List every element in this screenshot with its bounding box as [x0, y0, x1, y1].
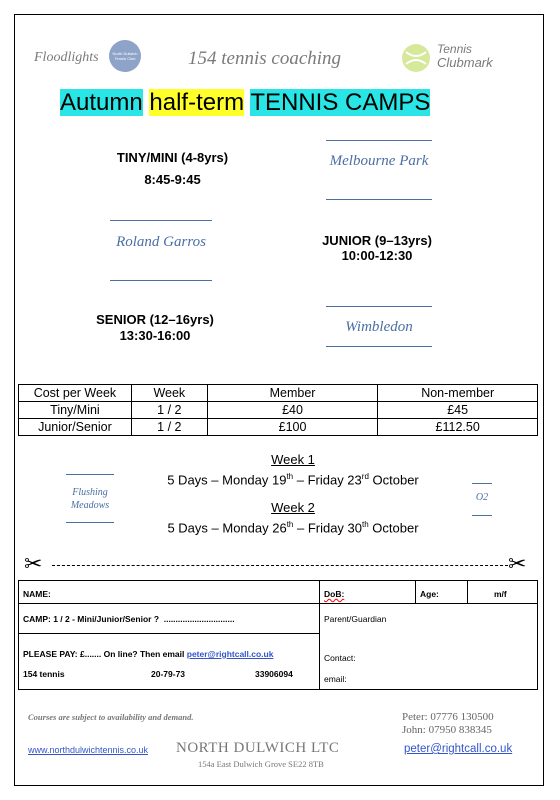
- week1-ordinal-end: rd: [361, 472, 369, 481]
- roland-top-rule: [110, 220, 212, 221]
- phone-john: John: 07950 838345: [402, 724, 492, 736]
- title-tennis-camps: TENNIS CAMPS: [250, 89, 431, 116]
- phone-peter: Peter: 07776 130500: [402, 711, 494, 723]
- venue-flushing-meadows: Flushing Meadows: [70, 487, 110, 511]
- week1-start: 5 Days – Monday 19: [167, 472, 287, 488]
- clubmark-line1: Tennis: [437, 42, 472, 56]
- dob-field-label[interactable]: DoB:: [324, 589, 345, 599]
- form-divider: [415, 581, 416, 603]
- coaching-label: 154 tennis coaching: [188, 48, 342, 69]
- clubmark-logo-icon: [400, 42, 432, 74]
- o2-bottom-rule: [472, 515, 492, 516]
- title-autumn: Autumn: [60, 89, 143, 116]
- senior-label: SENIOR (12–16yrs): [96, 312, 214, 327]
- header-cell: Cost per Week: [19, 385, 132, 402]
- junior-group: [306, 233, 448, 263]
- junior-time: 10:00-12:30: [341, 248, 413, 263]
- week2-title: Week 2: [271, 500, 315, 515]
- clubmark-label: [437, 43, 493, 69]
- week1-mid: – Friday 23: [293, 472, 362, 488]
- o2-top-rule: [472, 483, 492, 484]
- week1-ordinal-start: th: [286, 472, 294, 481]
- melbourne-bottom-rule: [326, 199, 432, 200]
- table-cell: 1 / 2: [131, 419, 207, 436]
- club-badge-text: North Dulwich Tennis Club: [112, 51, 138, 61]
- week1-end: October: [368, 472, 419, 488]
- scissors-icon: ✂: [508, 551, 527, 576]
- week2-start: 5 Days – Monday 26: [167, 520, 287, 536]
- name-field-label[interactable]: NAME:: [23, 589, 51, 599]
- tiny-mini-label: TINY/MINI (4-8yrs): [116, 150, 229, 165]
- table-cell: £112.50: [378, 419, 538, 436]
- gender-field-label[interactable]: m/f: [494, 589, 507, 599]
- junior-label: JUNIOR (9–13yrs): [322, 233, 432, 248]
- contact-field-label[interactable]: Contact:: [324, 653, 356, 663]
- week1-block: [120, 451, 466, 488]
- week2-block: [120, 499, 466, 536]
- form-row-line: [19, 603, 537, 604]
- venue-melbourne-park: Melbourne Park: [329, 153, 429, 169]
- table-row: [19, 419, 538, 436]
- camp-field-label[interactable]: CAMP: 1 / 2 - Mini/Junior/Senior ? ..............................: [23, 614, 235, 624]
- form-divider: [319, 581, 320, 689]
- club-badge-icon: [109, 40, 141, 72]
- venue-roland-garros: Roland Garros: [116, 234, 206, 250]
- week2-mid: – Friday 30: [293, 520, 363, 536]
- age-field-label[interactable]: Age:: [420, 589, 439, 599]
- week2-end: October: [368, 520, 419, 536]
- week1-dates: [120, 468, 466, 488]
- table-cell: £40: [207, 402, 378, 419]
- table-cell: Tiny/Mini: [19, 402, 132, 419]
- price-table: [18, 384, 538, 436]
- week2-ordinal-end: th: [362, 520, 369, 529]
- table-cell: 1 / 2: [131, 402, 207, 419]
- table-cell: £100: [207, 419, 378, 436]
- bank-account-number: 33906094: [255, 669, 293, 679]
- club-name: NORTH DULWICH LTC: [176, 740, 340, 756]
- header-cell: Member: [207, 385, 378, 402]
- form-row-line: [19, 633, 319, 634]
- senior-group: [82, 312, 228, 344]
- week2-dates: [120, 516, 466, 536]
- title-half-term: half-term: [149, 89, 245, 116]
- footer-email-link[interactable]: peter@rightcall.co.uk: [404, 743, 513, 755]
- floodlights-label: Floodlights: [34, 50, 99, 65]
- senior-time: 13:30-16:00: [119, 328, 191, 343]
- wimbledon-bottom-rule: [326, 346, 432, 347]
- roland-bottom-rule: [110, 280, 212, 281]
- melbourne-top-rule: [326, 140, 432, 141]
- form-divider: [467, 581, 468, 603]
- venue-wimbledon: Wimbledon: [345, 319, 413, 335]
- tiny-mini-time: 8:45-9:45: [144, 172, 201, 187]
- cut-line: [52, 565, 508, 566]
- header-cell: Week: [131, 385, 207, 402]
- bank-account-name: 154 tennis: [23, 669, 65, 679]
- page-title: [60, 88, 430, 118]
- availability-note: Courses are subject to availability and demand.: [28, 712, 194, 722]
- phone-contacts: [402, 711, 494, 737]
- wimbledon-top-rule: [326, 306, 432, 307]
- bank-sort-code: 20-79-73: [151, 669, 186, 679]
- pay-email-link[interactable]: peter@rightcall.co.uk: [186, 649, 274, 659]
- parent-field-label[interactable]: Parent/Guardian: [324, 614, 387, 624]
- website-link[interactable]: www.northdulwichtennis.co.uk: [28, 745, 149, 755]
- please-pay-label: PLEASE PAY: £....... On line? Then email: [23, 649, 185, 659]
- header-cell: Non-member: [378, 385, 538, 402]
- table-cell: Junior/Senior: [19, 419, 132, 436]
- flushing-top-rule: [66, 474, 114, 475]
- table-row: [19, 402, 538, 419]
- scissors-icon: ✂: [24, 551, 43, 576]
- flushing-bottom-rule: [66, 522, 114, 523]
- table-cell: £45: [378, 402, 538, 419]
- price-table-header: [19, 385, 538, 402]
- payment-line: [23, 649, 273, 659]
- email-field-label[interactable]: email:: [324, 674, 347, 684]
- week1-title: Week 1: [271, 452, 315, 467]
- tiny-mini-group: [100, 148, 245, 190]
- booking-form: [18, 580, 538, 690]
- clubmark-line2: Clubmark: [437, 55, 493, 70]
- week2-ordinal-start: th: [286, 520, 294, 529]
- club-address: 154a East Dulwich Grove SE22 8TB: [198, 759, 324, 769]
- venue-o2: O2: [475, 492, 489, 503]
